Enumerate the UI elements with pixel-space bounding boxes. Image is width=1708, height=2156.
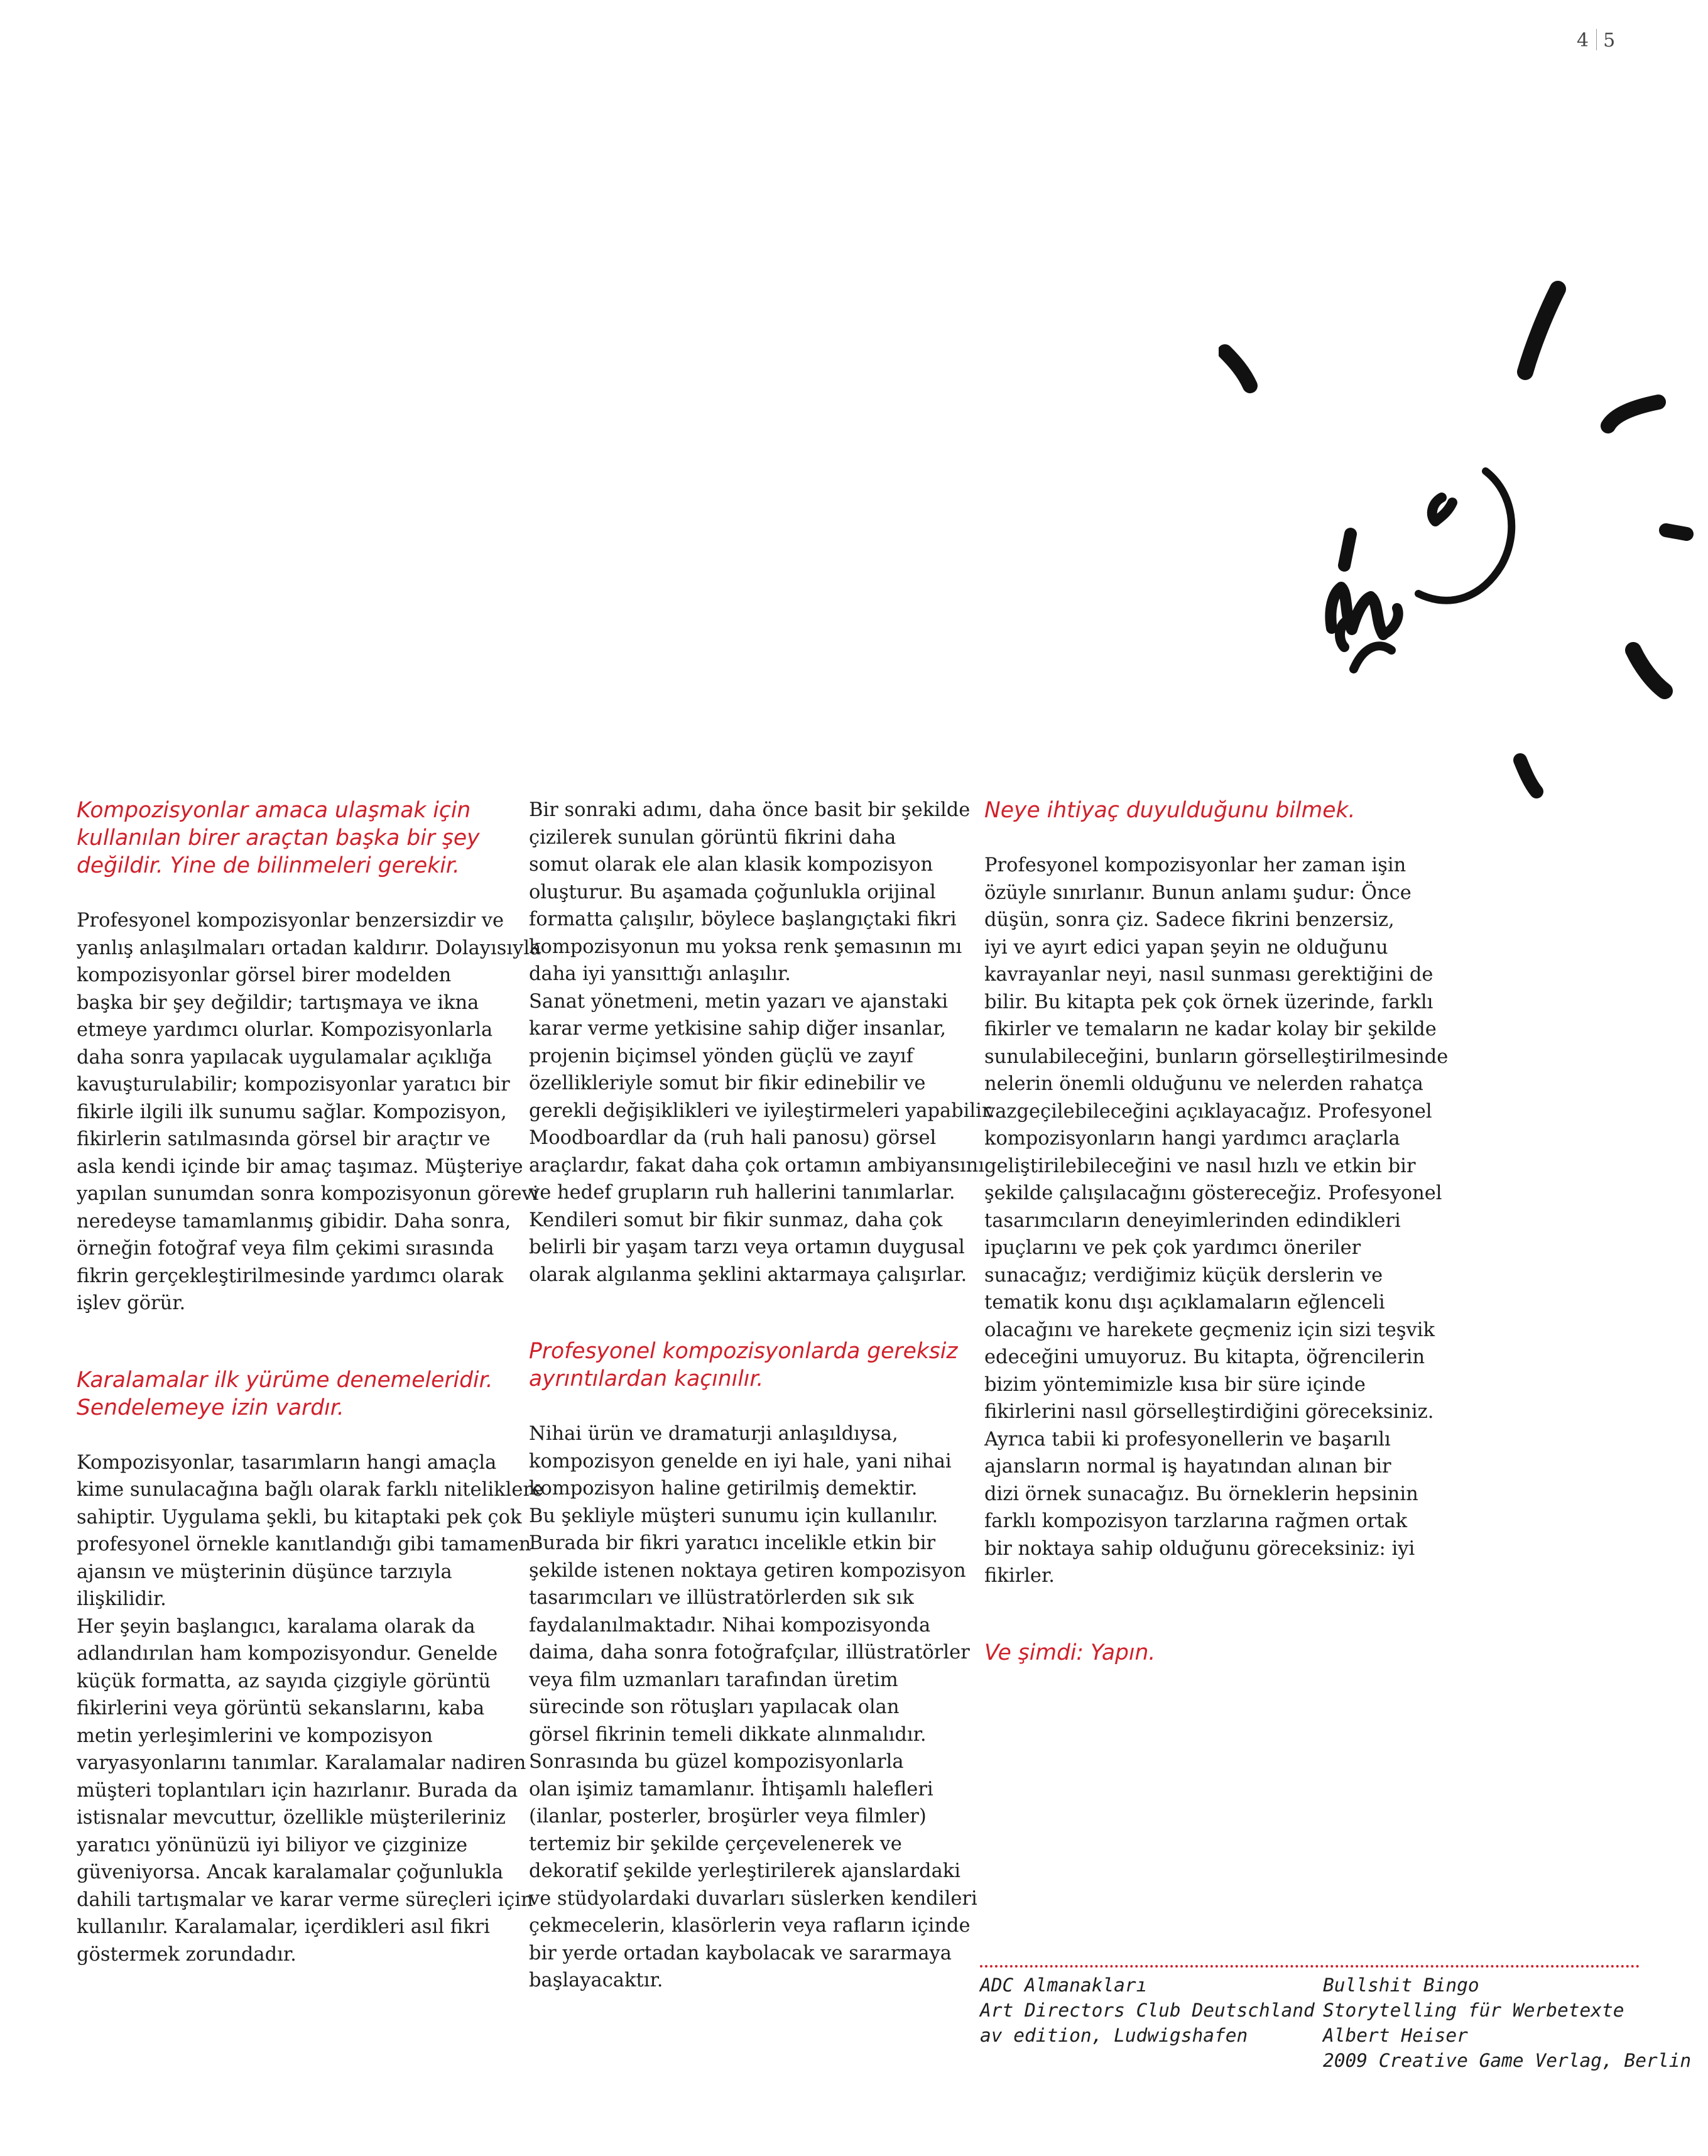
column-1-paragraph-2: Kompozisyonlar, tasarımların hangi amaçla kime sunulacağına bağlı olarak farklı niteliklere sahiptir. Uygulama şekli, bu kitaptaki pek çok profesyonel örnekle kanıtlandığı gibi tamamen ajansın ve müşterinin düşünce tarzıyla ilişkilidir. Her şeyin başlangıcı, karalama olarak da adlandırılan ham kompozisyondur. Genelde küçük formatta, az sayıda çizgiyle görüntü fikirlerini veya görüntü sekanslarını, kaba metin yerleşimlerini ve kompozisyon varyasyonlarını tanımlar. Karalamalar nadiren müşteri toplantıları için hazırlanır. Burada da istisnalar mevcuttur, özellikle müşterileriniz yaratıcı yönünüzü iyi biliyor ve çizginize güveniyorsa. Ancak karalamalar çoğunlukla dahili tartışmalar ve karar verme süreçleri için kullanılır. Karalamalar, içerdikleri asıl fikri göstermek zorundadır. <box>77 1451 544 1966</box>
column-3-heading-2: Ve şimdi: Yapın. <box>984 1640 1156 1665</box>
footer-dotted-rule <box>980 1965 1640 1968</box>
column-2 <box>529 797 995 1995</box>
footer-source-right: Bullshit Bingo Storytelling für Werbetexte Albert Heiser 2009 Creative Game Verlag, Berlin <box>1323 1974 1692 2071</box>
column-3-paragraph-1: Profesyonel kompozisyonlar her zaman işin özüyle sınırlanır. Bunun anlamı şudur: Önce düşün, sonra çiz. Sadece fikrini benzersiz, iyi ve ayırt edici yapan şeyin ne olduğunu kavrayanlar neyi, nasıl sunması gerektiğini de bilir. Bu kitapta pek çok örnek üzerinde, farklı fikirler ve temaların ne kadar kolay bir şekilde sunulabileceğini, bunların görselleştirilmesinde nelerin önemli olduğunu ve nelerden rahatça vazgeçilebileceğini açıklayacağız. Profesyonel kompozisyonların hangi yardımcı araçlarla geliştirilebileceğini ve nasıl hızlı ve etkin bir şekilde çalışılacağını göstereceğiz. Profesyonel tasarımcıların deneyimlerinden edindikleri ipuçlarını ve pek çok yardımcı öneriler sunacağız; verdiğimiz küçük derslerin ve tematik konu dışı açıklamaların eğlenceli olacağını ve harekete geçmeniz için sizi teşvik edeceğini umuyoruz. Bu kitapta, öğrencilerin bizim yöntemimizle kısa bir süre içinde fikirlerini nasıl görselleştirdiğini göreceksiniz. Ayrıca tabii ki profesyonellerin ve başarılı ajansların normal iş hayatından alınan bir dizi örnek sunacağız. Bu örneklerin hepsinin farklı kompozisyon tarzlarına rağmen ortak bir noktaya sahip olduğunu göreceksiniz: iyi fikirler. <box>984 854 1449 1587</box>
sun-doodle-icon <box>1219 207 1696 810</box>
column-2-heading-1: Profesyonel kompozisyonlarda gereksiz ayrıntılardan kaçınılır. <box>529 1339 958 1391</box>
page-number-right: 5 <box>1603 30 1617 52</box>
column-2-paragraph-2: Nihai ürün ve dramaturji anlaşıldıysa, kompozisyon genelde en iyi hale, yani nihai kompozisyon haline getirilmiş demektir. Bu şekliyle müşteri sunumu için kullanılır. Burada bir fikri yaratıcı incelikle etkin bir şekilde istenen noktaya getiren kompozisyon tasarımcıları ve illüstratörlerden sık sık faydalanılmaktadır. Nihai kompozisyonda daima, daha sonra fotoğrafçılar, illüstratörler veya film uzmanları tarafından üretim sürecinde son rötuşları yapılacak olan görsel fikrinin temeli dikkate alınmalıdır. Sonrasında bu güzel kompozisyonlarla olan işimiz tamamlanır. İhtişamlı halefleri (ilanlar, posterler, broşürler veya filmler) tertemiz bir şekilde çerçevelenerek ve dekoratif şekilde yerleştirilerek ajanslardaki ve stüdyolardaki duvarları süslerken kendileri çekmecelerin, klasörlerin veya rafların içinde bir yerde ortadan kaybolacak ve sararmaya başlayacaktır. <box>529 1423 977 1991</box>
column-1-heading-2: Karalamalar ilk yürüme denemeleridir. Sendelemeye izin vardır. <box>77 1367 493 1420</box>
column-2-paragraph-1: Bir sonraki adımı, daha önce basit bir şekilde çizilerek sunulan görüntü fikrini daha somut olarak ele alan klasik kompozisyon oluşturur. Bu aşamada çoğunlukla orijinal formatta çalışılır, böylece başlangıçtaki fikri kompozisyonun mu yoksa renk şemasının mı daha iyi yansıttığı anlaşılır. Sanat yönetmeni, metin yazarı ve ajanstaki karar verme yetkisine sahip diğer insanlar, projenin biçimsel yönden güçlü ve zayıf özellikleriyle somut bir fikir edinebilir ve gerekli değişiklikleri ve iyileştirmeleri yapabilir. Moodboardlar da (ruh hali panosu) görsel araçlardır, fakat daha çok ortamın ambiyansını ve hedef grupların ruh hallerini tanımlarlar. Kendileri somut bir fikir sunmaz, daha çok belirli bir yaşam tarzı veya ortamın duygusal olarak algılanma şeklini aktarmaya çalışırlar. <box>529 799 995 1286</box>
column-3 <box>984 797 1449 1667</box>
page-number-left: 4 <box>1577 30 1591 52</box>
page-number-divider <box>1596 29 1597 50</box>
page-number <box>1577 29 1616 52</box>
column-1-paragraph-1: Profesyonel kompozisyonlar benzersizdir ve yanlış anlaşılmaları ortadan kaldırır. Dolayısıyla kompozisyonlar görsel birer modelden başka bir şey değildir; tartışmaya ve ikna etmeye yardımcı olurlar. Kompozisyonlarla daha sonra yapılacak uygulamalar açıklığa kavuşturulabilir; kompozisyonlar yaratıcı bir fikirle ilgili ilk sunumu sağlar. Kompozisyon, fikirlerin satılmasında görsel bir araçtır ve asla kendi içinde bir amaç taşımaz. Müşteriye yapılan sunumdan sonra kompozisyonun görevi neredeyse tamamlanmış gibidir. Daha sonra, örneğin fotoğraf veya film çekimi sırasında fikrin gerçekleştirilmesinde yardımcı olarak işlev görür. <box>77 910 541 1314</box>
footer-source-left: ADC Almanakları Art Directors Club Deutschland av edition, Ludwigshafen <box>980 1974 1315 2046</box>
column-1-heading-1: Kompozisyonlar amaca ulaşmak için kullanılan birer araçtan başka bir şey değildir. Yine de bilinmeleri gerekir. <box>77 798 480 878</box>
column-1 <box>77 797 544 1968</box>
column-3-heading-1: Neye ihtiyaç duyulduğunu bilmek. <box>984 798 1356 823</box>
